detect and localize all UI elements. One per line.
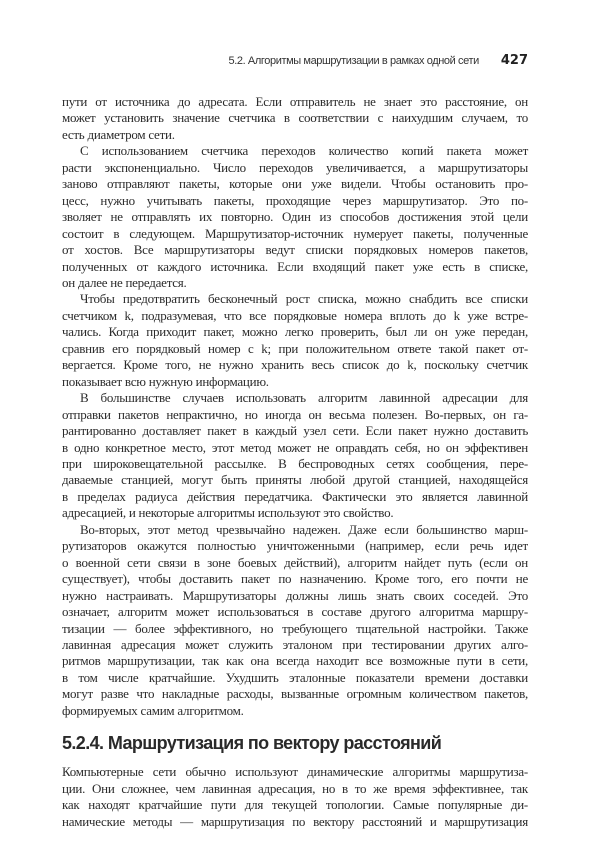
text-line: существует), чтобы доставить пакет по назначению. Кроме того, его почти не (62, 571, 528, 587)
text-line: означает, алгоритм может использоваться в составе другого алгоритма маршру- (62, 604, 528, 620)
text-line: цесс, нужно учитывать пакеты, проходящие через маршрутизатор. Это по- (62, 192, 528, 208)
text-line: нужно настраивать. Маршрутизаторы должны лишь знать своих соседей. Это (62, 587, 528, 603)
text-line: как находят кратчайшие пути для текущей топологии. Самые популярные ди- (62, 797, 528, 813)
text-line: полученных от каждого источника. Если входящий пакет уже есть в списке, (62, 258, 528, 274)
section-text (62, 764, 528, 830)
paragraph (62, 764, 528, 830)
paragraph (62, 522, 528, 719)
text-line: могут разве что накладные расходы, вызванные огромным количеством пакетов, (62, 686, 528, 702)
text-line: он далее не передается. (62, 274, 187, 290)
page-number: 427 (500, 53, 528, 68)
text-line: формируемых самим алгоритмом. (62, 702, 244, 718)
text-line: в том числе кратчайшие. Ухудшить эталонные показатели времени доставки (62, 669, 528, 685)
paragraph (62, 143, 528, 291)
text-line: показывает всю нужную информацию. (62, 373, 269, 389)
text-line: лавинная адресация может служить эталоном при тестировании других алго- (62, 636, 528, 652)
text-line: счетчиком k, подразумевая, что все порядковые номера вплоть до k уже встре- (62, 307, 528, 323)
text-line: Чтобы предотвратить бесконечный рост списка, можно снабдить все списки (80, 291, 528, 307)
main-text (62, 94, 528, 719)
text-line: от хостов. Все маршрутизаторы ведут списки порядковых номеров пакетов, (62, 242, 528, 258)
text-line: даваемые станцией, могут быть приняты любой другой станцией, находящейся (62, 472, 528, 488)
running-header (62, 53, 528, 71)
text-line: адресацией, и некоторые алгоритмы используют это свойство. (62, 505, 394, 521)
paragraph (62, 94, 528, 143)
text-line: вергается. Кроме того, не нужно хранить весь список до k, поскольку счетчик (62, 357, 528, 373)
section-heading: 5.2.4. Маршрутизация по вектору расстояний (62, 733, 442, 754)
text-line: тизации — более эффективного, но требующего тщательной настройки. Также (62, 620, 528, 636)
text-line: отправки пакетов непрактично, но иногда он весьма полезен. Во-первых, он га- (62, 406, 528, 422)
text-line: зволяет не отправлять их повторно. Один из способов достижения этой цели (62, 209, 528, 225)
running-title: 5.2. Алгоритмы маршрутизации в рамках одной сети (228, 55, 479, 67)
text-line: заново отправляют пакеты, которые они уже видели. Чтобы остановить про- (62, 176, 528, 192)
text-line: в пределах радиуса действия передатчика. Фактически это является лавинной (62, 488, 528, 504)
text-line: чались. Когда приходит пакет, можно легко проверить, был ли он уже передан, (62, 324, 528, 340)
text-line: состоит в следующем. Маршрутизатор-источник нумерует пакеты, полученные (62, 225, 528, 241)
text-line: может установить значение счетчика в соответствии с наихудшим случаем, то (62, 110, 528, 126)
paragraph (62, 390, 528, 522)
text-line: ритмов маршрутизации, так как она всегда находит все возможные пути в сети, (62, 653, 528, 669)
text-line: намические методы — маршрутизация по вектору расстояний и маршрутизация (62, 813, 528, 829)
text-line: С использованием счетчика переходов количество копий пакета может (80, 143, 528, 159)
text-line: при широковещательной рассылке. В беспроводных сетях сообщения, пере- (62, 455, 528, 471)
text-line: Во-вторых, этот метод чрезвычайно надежен. Даже если большинство марш- (80, 521, 528, 537)
text-line: рутизаторов окажутся полностью уничтоженными (например, если речь идет (62, 538, 528, 554)
text-line: в одно конкретное место, этот метод может не оправдать себя, но он эффективен (62, 439, 528, 455)
text-line: Компьютерные сети обычно используют динамические алгоритмы маршрутиза- (62, 764, 528, 780)
text-line: ции. Они сложнее, чем лавинная адресация, но в то же время эффективнее, так (62, 780, 528, 796)
text-line: рантированно доставляет пакет в каждый узел сети. Если пакет нужно доставить (62, 423, 528, 439)
text-line: расти экспоненциально. Число переходов увеличивается, а маршрутизаторы (62, 159, 528, 175)
text-line: есть диаметром сети. (62, 126, 175, 142)
text-line: В большинстве случаев использовать алгоритм лавинной адресации для (80, 390, 528, 406)
paragraph (62, 291, 528, 390)
page-body (62, 94, 528, 830)
text-line: пути от источника до адресата. Если отправитель не знает это расстояние, он (62, 94, 528, 109)
text-line: сравнив его порядковый номер с k; при положительном ответе такой пакет от- (62, 340, 528, 356)
text-line: о военной сети связи в зоне боевых действий), алгоритм найдет путь (если он (62, 554, 528, 570)
